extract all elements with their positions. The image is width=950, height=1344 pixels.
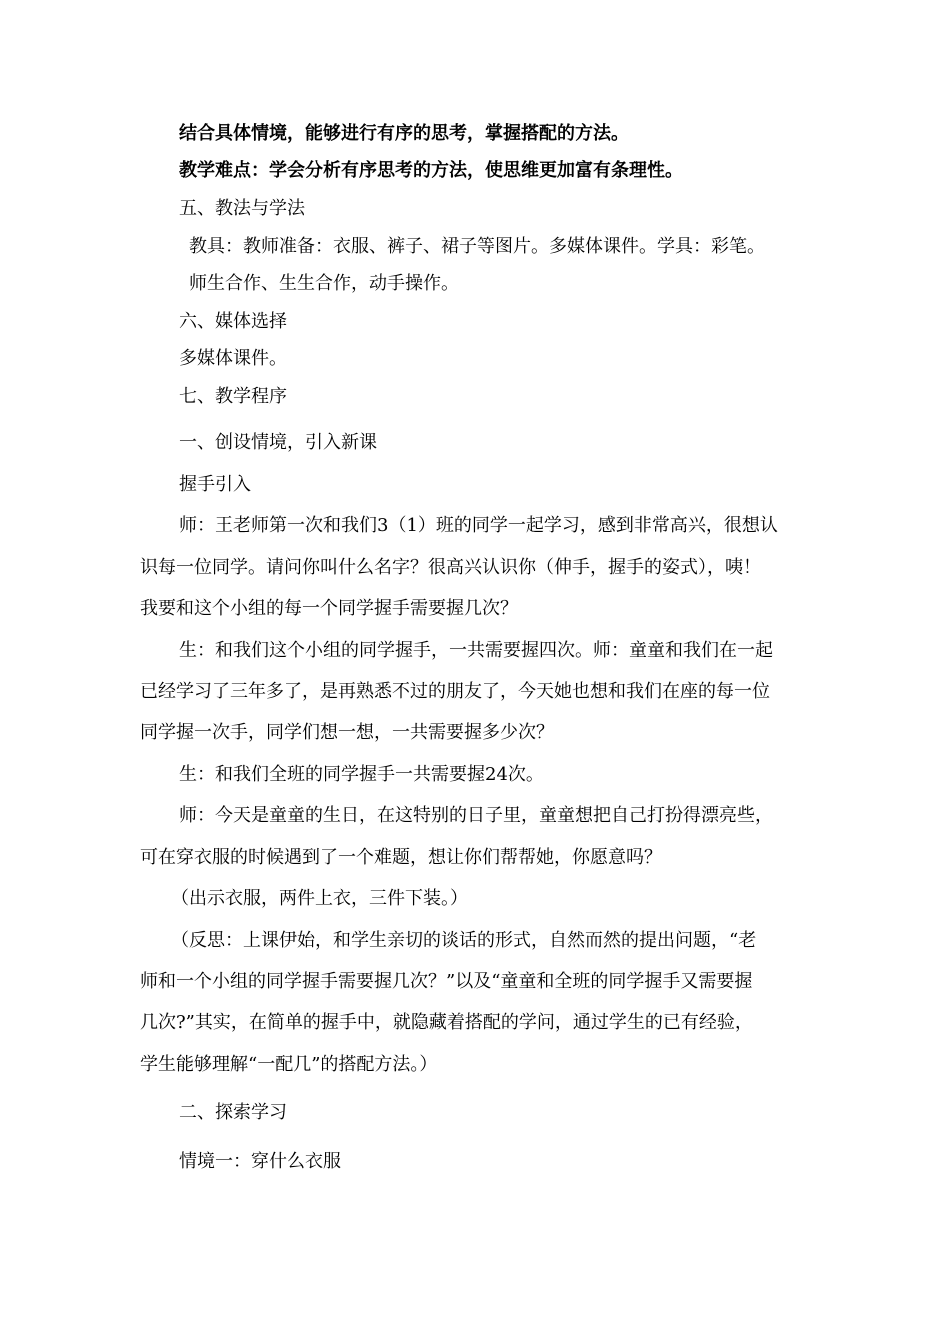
- teaching-aids-line: 教具：教师准备：衣服、裤子、裙子等图片。多媒体课件。学具：彩笔。: [189, 236, 765, 257]
- paragraph-line: （出示衣服，两件上衣，三件下装。）: [171, 888, 468, 909]
- paragraph-line: 可在穿衣服的时候遇到了一个难题，想让你们帮帮她，你愿意吗？: [140, 847, 662, 868]
- objective-line: 结合具体情境，能够进行有序的思考，掌握搭配的方法。: [179, 123, 629, 144]
- media-line: 多媒体课件。: [179, 348, 287, 369]
- paragraph-line: 师：王老师第一次和我们3（1）班的同学一起学习，感到非常高兴，很想认: [179, 515, 778, 536]
- paragraph-line: 生：和我们这个小组的同学握手，一共需要握四次。师：童童和我们在一起: [179, 640, 773, 661]
- reflection-line: （反思：上课伊始，和学生亲切的谈话的形式，自然而然的提出问题，“老: [171, 930, 757, 951]
- paragraph-line: 识每一位同学。请问你叫什么名字？很高兴认识你（伸手，握手的姿式），咦！: [140, 557, 761, 578]
- paragraph-line: 我要和这个小组的每一个同学握手需要握几次？: [140, 598, 518, 619]
- paragraph-line: 师：今天是童童的生日，在这特别的日子里，童童想把自己打扮得漂亮些，: [179, 805, 773, 826]
- section-heading-procedure: 七、教学程序: [179, 386, 287, 407]
- section-heading-methods: 五、教法与学法: [179, 198, 305, 219]
- section-heading-media: 六、媒体选择: [179, 311, 287, 332]
- subheading-intro: 一、创设情境，引入新课: [179, 432, 377, 453]
- difficulty-line: 教学难点：学会分析有序思考的方法，使思维更加富有条理性。: [179, 160, 683, 181]
- reflection-line: 师和一个小组的同学握手需要握几次？”以及“童童和全班的同学握手又需要握: [140, 971, 753, 992]
- handshake-intro-line: 握手引入: [179, 474, 251, 495]
- paragraph-line: 已经学习了三年多了，是再熟悉不过的朋友了，今天她也想和我们在座的每一位: [140, 681, 770, 702]
- reflection-line: 几次?”其实，在简单的握手中，就隐藏着搭配的学问，通过学生的已有经验，: [140, 1012, 753, 1033]
- paragraph-line: 生：和我们全班的同学握手一共需要握24次。: [179, 764, 544, 785]
- cooperation-line: 师生合作、生生合作，动手操作。: [189, 273, 459, 294]
- subheading-explore: 二、探索学习: [179, 1102, 287, 1123]
- paragraph-line: 同学握一次手，同学们想一想，一共需要握多少次？: [140, 722, 554, 743]
- scenario-heading: 情境一：穿什么衣服: [179, 1151, 341, 1172]
- reflection-line: 学生能够理解“一配几”的搭配方法。）: [140, 1054, 438, 1075]
